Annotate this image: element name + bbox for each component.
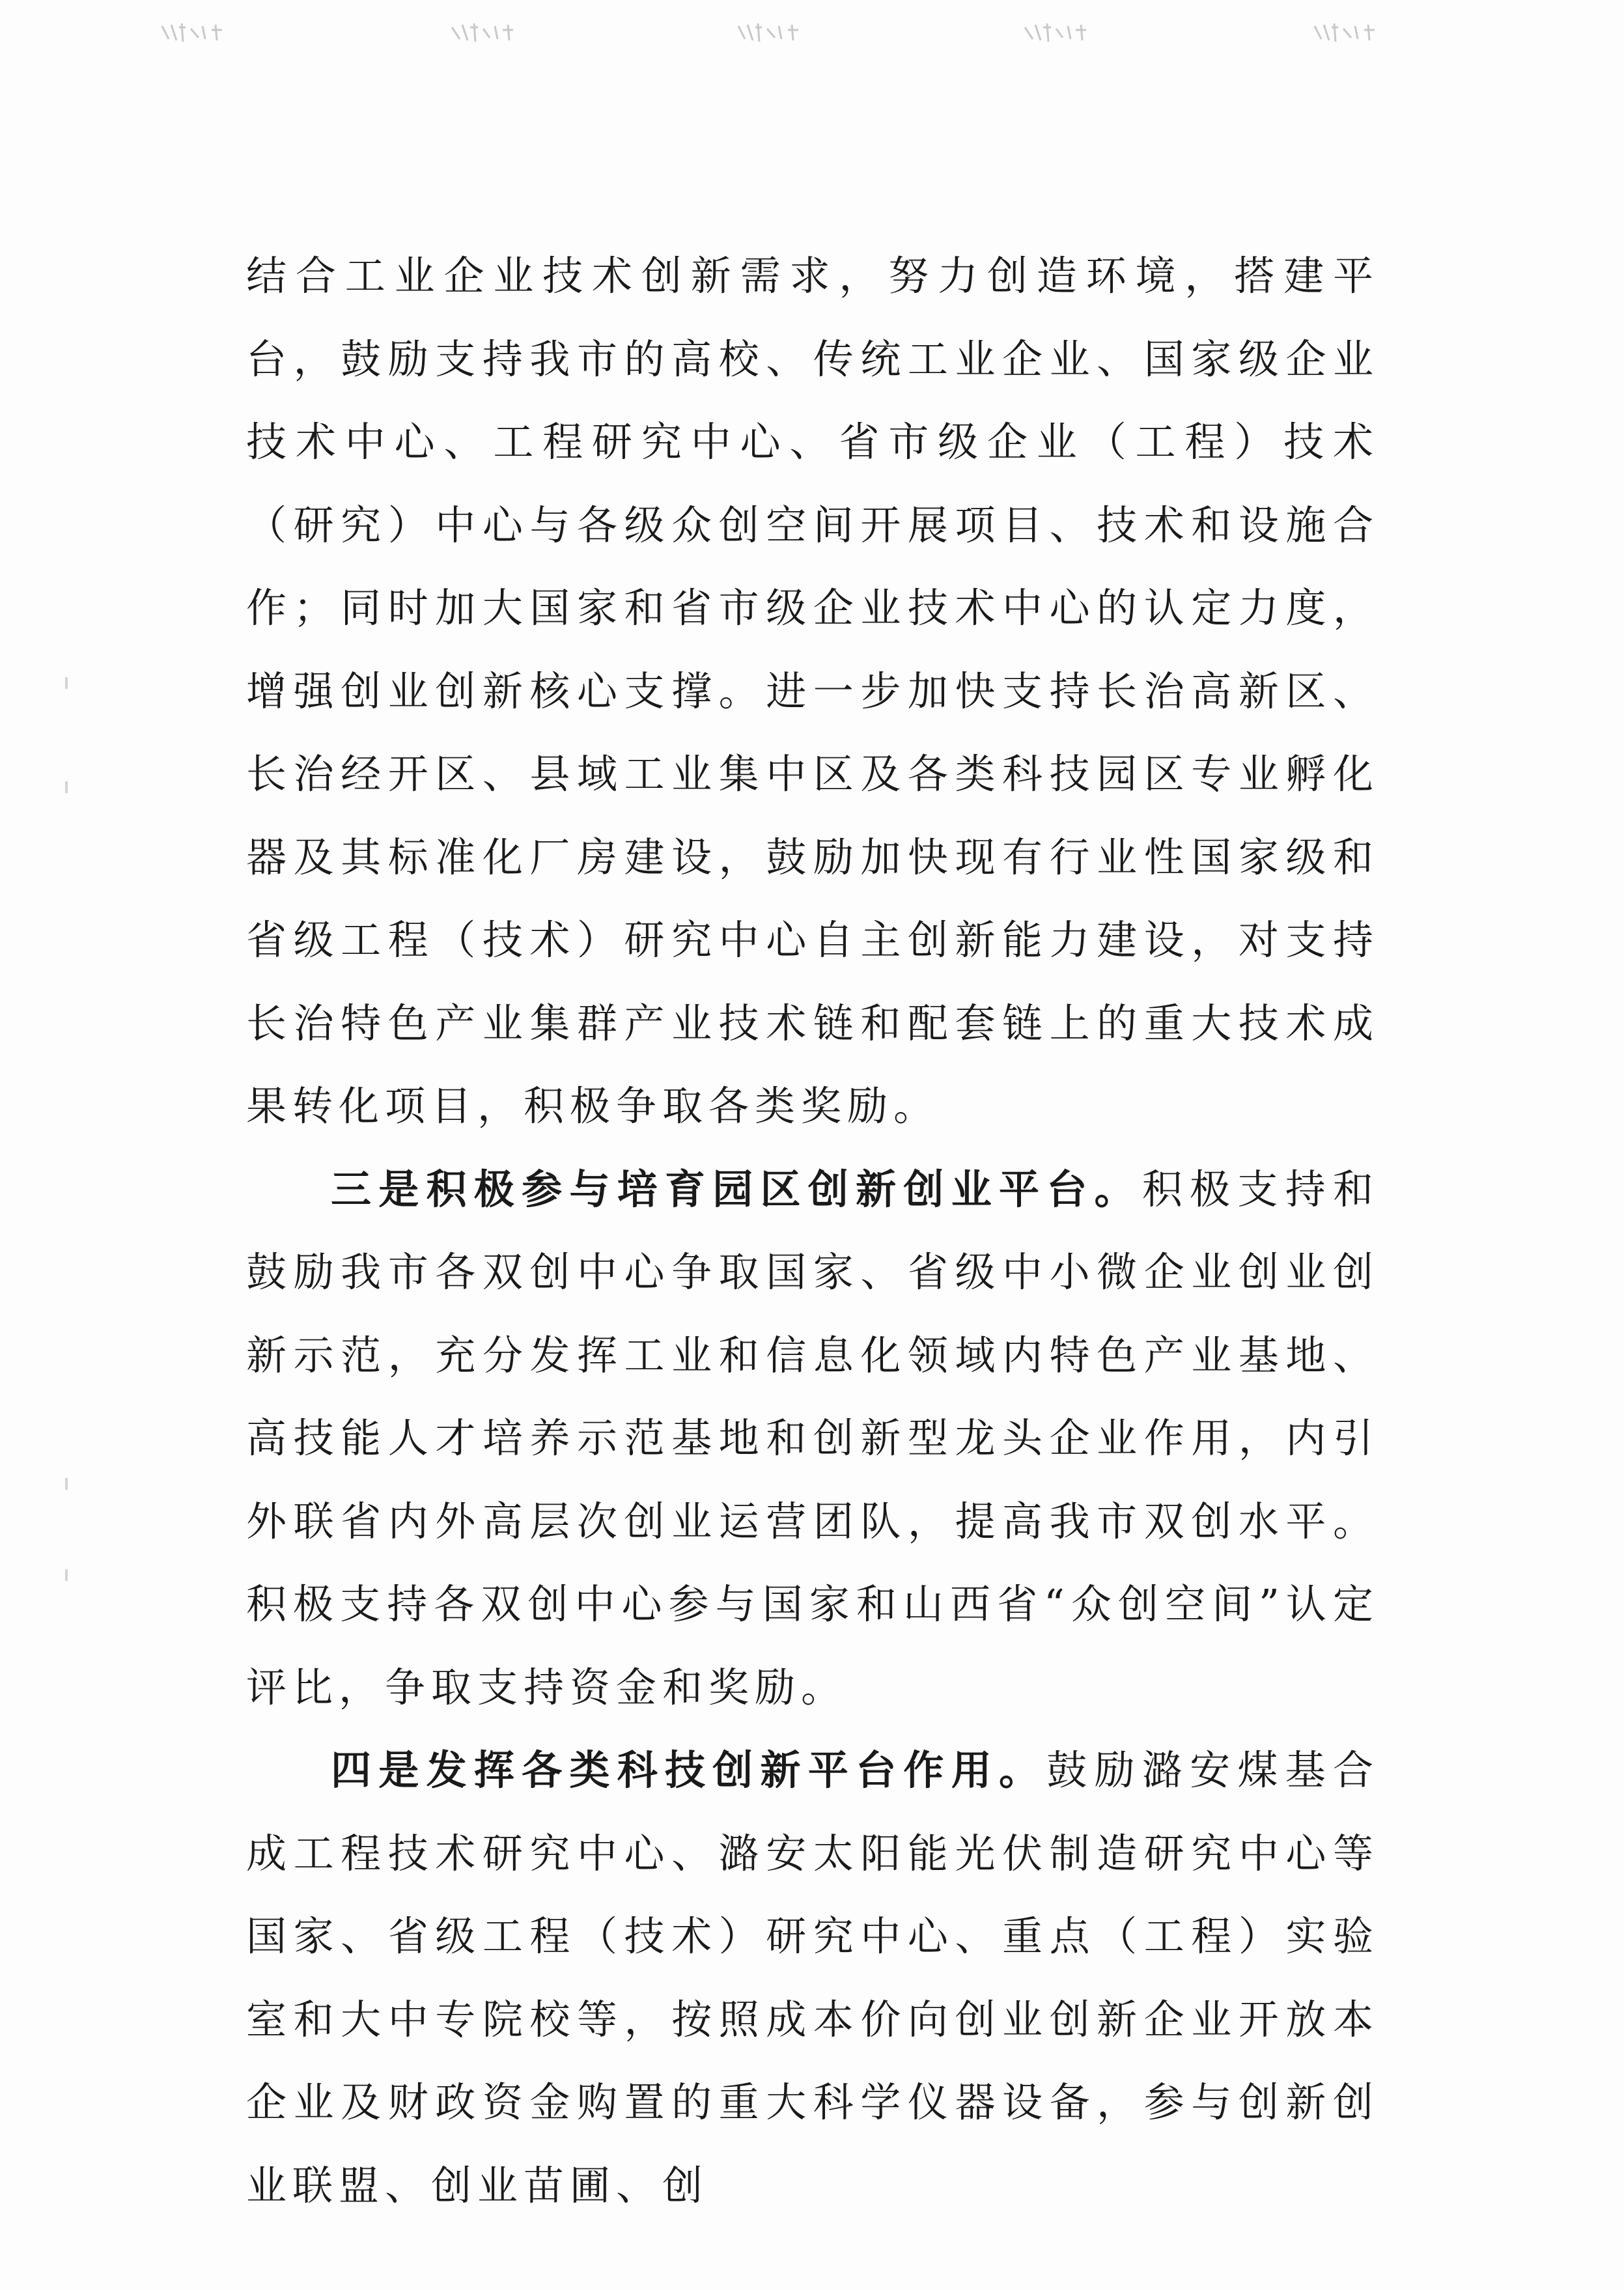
scan-mark-icon: [1022, 20, 1094, 46]
scan-edge-mark: [65, 781, 68, 793]
document-body: [246, 234, 1379, 2227]
paragraph-1-text: 结合工业企业技术创新需求，努力创造环境，搭建平台，鼓励支持我市的高校、传统工业企业、国家级企业技术中心、工程研究中心、省市级企业（工程）技术（研究）中心与各级众创空间开展项目、技术和设施合作；同时加大国家和省市级企业技术中心的认定力度，增强创业创新核心支撑。进一步加快支持长治高新区、长治经开区、县域工业集中区及各类科技园区专业孵化器及其标准化厂房建设，鼓励加快现有行业性国家级和省级工程（技术）研究中心自主创新能力建设，对支持长治特色产业集群产业技术链和配套链上的重大技术成果转化项目，积极争取各类奖励。: [246, 252, 1379, 1130]
scan-mark-icon: [736, 20, 807, 46]
paragraph-3-lead: 四是发挥各类科技创新平台作用。: [331, 1746, 1047, 1794]
paragraph-2-text: 积极支持和鼓励我市各双创中心争取国家、省级中小微企业创业创新示范，充分发挥工业和信息化领域内特色产业基地、高技能人才培养示范基地和创新型龙头企业作用，内引外联省内外高层次创业运营团队，提高我市双创水平。积极支持各双创中心参与国家和山西省“众创空间”认定评比，争取支持资金和奖励。: [246, 1165, 1379, 1711]
scan-mark-icon: [1312, 20, 1384, 46]
scan-edge-mark: [65, 1569, 68, 1581]
paragraph-3: [246, 1729, 1379, 2227]
paragraph-2: [246, 1148, 1379, 1729]
scan-header-marks: [0, 13, 1624, 59]
scan-mark-icon: [449, 20, 521, 46]
paragraph-2-lead: 三是积极参与培育园区创新创业平台。: [331, 1165, 1142, 1213]
paragraph-1: [246, 234, 1379, 1148]
scan-mark-icon: [160, 20, 231, 46]
scan-edge-mark: [65, 1478, 68, 1490]
paragraph-3-text: 鼓励潞安煤基合成工程技术研究中心、潞安太阳能光伏制造研究中心等国家、省级工程（技术）研究中心、重点（工程）实验室和大中专院校等，按照成本价向创业创新企业开放本企业及财政资金购置的重大科学仪器设备，参与创新创业联盟、创业苗圃、创: [246, 1746, 1379, 2209]
scan-edge-mark: [65, 677, 68, 689]
